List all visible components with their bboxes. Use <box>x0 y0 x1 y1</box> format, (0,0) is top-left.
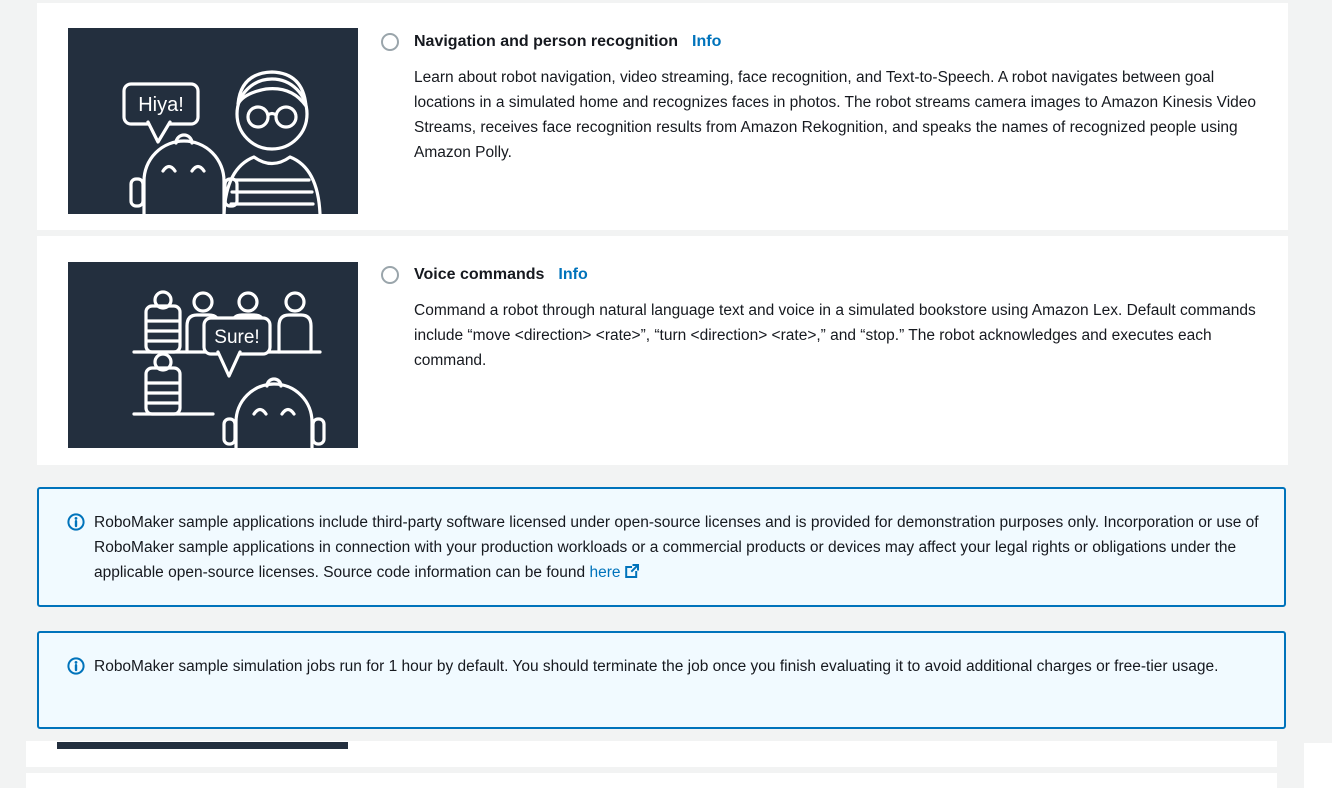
sample-title-navigation: Navigation and person recognition <box>414 33 679 50</box>
navigation-sample-thumbnail <box>68 28 358 214</box>
robot-icon <box>131 135 237 214</box>
speech-bubble <box>124 84 198 142</box>
radio-navigation-sample[interactable] <box>381 33 399 51</box>
next-section-thumbnail-sliver <box>57 742 348 749</box>
next-section-panel-partial-2 <box>26 773 1277 788</box>
robot-and-person-illustration <box>68 28 358 214</box>
sample-option-card-navigation[interactable] <box>37 3 1288 230</box>
source-code-here-link[interactable]: here <box>589 564 621 581</box>
robot-icon <box>224 379 324 448</box>
info-circle-icon <box>67 513 85 531</box>
info-circle-icon <box>67 657 85 675</box>
bottom-right-white-block <box>1304 743 1332 788</box>
robot-in-bookstore-illustration <box>68 262 358 448</box>
sample-description-navigation: Learn about robot navigation, video streaming, face recognition, and Text-to-Speech. A robot navigates between goal locations in a simulated home and recognizes faces in photos. The robot streams camera images to Amazon Kinesis Video Streams, receives face recognition results from Amazon Rekognition, and speaks the names of recognized people using Amazon Polly. <box>414 69 1257 161</box>
external-link-icon[interactable] <box>624 563 640 579</box>
sample-description-voice-commands: Command a robot through natural language text and voice in a simulated bookstore using Amazon Lex. Default commands include “move <direction> <rate>”, “turn <direction> <rate>,” and “stop.” The robot acknowledges and executes each command. <box>414 302 1256 369</box>
license-alert-text <box>94 510 1264 585</box>
speech-bubble-text: Hiya! <box>138 94 184 116</box>
license-info-alert <box>37 487 1286 607</box>
voice-commands-sample-thumbnail <box>68 262 358 448</box>
license-alert-body: RoboMaker sample applications include third-party software licensed under open-source licenses and is provided for demonstration purposes only. Incorporation or use of RoboMaker sample applications in connection with your production workloads or a commercial products or devices may affect your legal rights or obligations under the applicable open-source licenses. Source code information can be found <box>94 514 1259 581</box>
speech-bubble <box>204 318 270 376</box>
simulation-duration-alert-text: RoboMaker sample simulation jobs run for 1 hour by default. You should terminate the job once you finish evaluating it to avoid additional charges or free-tier usage. <box>94 658 1219 675</box>
simulation-duration-info-alert <box>37 631 1286 729</box>
info-link-navigation[interactable]: Info <box>692 33 722 50</box>
next-section-panel-partial <box>26 741 1277 767</box>
sample-option-card-voice-commands[interactable] <box>37 236 1288 465</box>
radio-voice-commands-sample[interactable] <box>381 266 399 284</box>
speech-bubble-text: Sure! <box>214 327 260 348</box>
sample-title-voice-commands: Voice commands <box>414 266 545 283</box>
info-link-voice-commands[interactable]: Info <box>558 266 588 283</box>
